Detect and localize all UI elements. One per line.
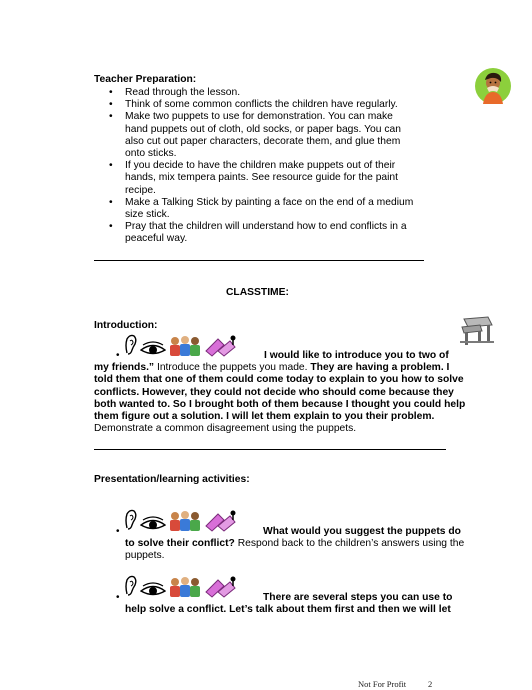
list-item: • Read through the lesson. — [107, 87, 417, 99]
divider — [94, 260, 424, 261]
classtime-heading: CLASSTIME: — [226, 287, 289, 298]
intro-normal-2: Demonstrate a common disagreement using the puppets. — [94, 423, 357, 435]
footer-text: Not For Profit — [358, 679, 407, 689]
introduction-text — [94, 350, 466, 435]
intro-bold-lead: I would like to introduce you to two of my friends.” — [94, 350, 449, 374]
teacher-prep-heading: Teacher Preparation: — [94, 74, 197, 85]
presentation-item-1-normal: Respond back to the children’s answers using the puppets. — [125, 538, 465, 562]
presentation-item-1-bold: What would you suggest the puppets do to solve their conflict? — [125, 526, 461, 550]
teacher-prep-list — [107, 87, 417, 246]
bullet: • — [116, 526, 120, 537]
bullet: • — [116, 592, 120, 603]
intro-bold-body: They are having a problem. I told them that one of them could come today to explain to you how to solve conflicts. However, they could not decide who should come because they both wanted to. So I brought both of them because I thought you could help them figure out a solution. I will let them explain to you their problem. — [94, 362, 466, 423]
presentation-item-2-bold: There are several steps you can use to help solve a conflict. Let’s talk about them first and then we will let — [125, 592, 453, 616]
presentation-item-1 — [125, 526, 465, 563]
presentation-heading: Presentation/learning activities: — [94, 474, 250, 485]
list-item: • Think of some common conflicts the children have regularly. — [107, 99, 417, 111]
child-clipart-icon — [473, 66, 513, 106]
list-item: • Make two puppets to use for demonstration. You can make hand puppets out of cloth, old socks, or paper bags. You can also cut out paper characters, decorate them, and glue them onto sticks. — [107, 111, 417, 160]
list-item: • Pray that the children will understand how to end conflicts in a peaceful way. — [107, 221, 417, 245]
list-item: • Make a Talking Stick by painting a face on the end of a medium size stick. — [107, 197, 417, 221]
intro-normal-1: Introduce the puppets you made. — [154, 362, 311, 374]
school-desk-icon — [458, 313, 496, 347]
page-number: 2 — [428, 679, 433, 689]
bullet: • — [116, 350, 120, 361]
divider — [94, 449, 446, 450]
introduction-heading: Introduction: — [94, 320, 158, 331]
list-item: • If you decide to have the children make puppets out of their hands, mix tempera paints. See resource guide for the paint recipe. — [107, 160, 417, 197]
presentation-item-2 — [125, 592, 465, 616]
